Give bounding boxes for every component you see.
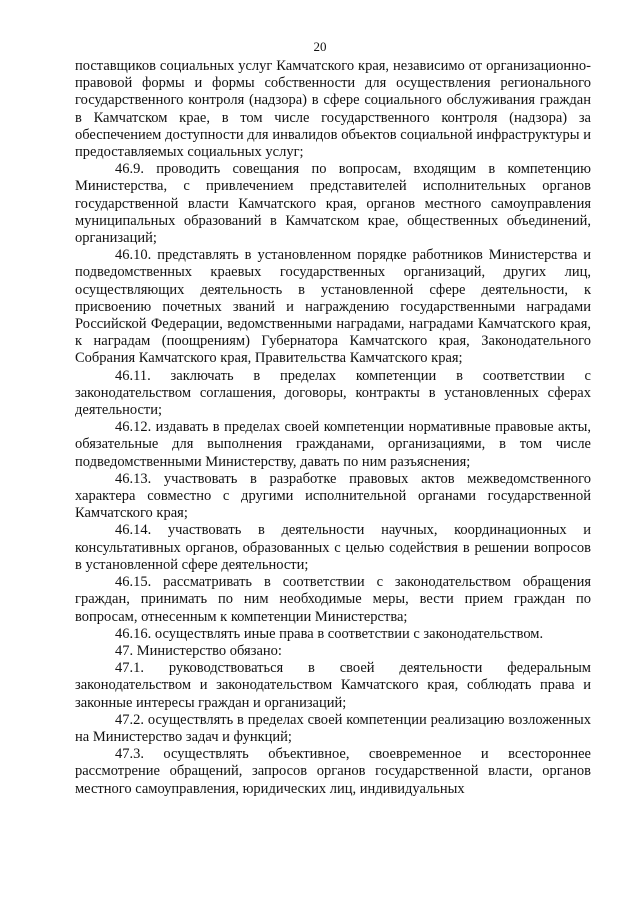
paragraph-46-13: 46.13. участвовать в разработке правовых актов межведомственного характера совместно с другими исполнительной органами государственной Камчатского края; (75, 470, 591, 522)
paragraph-continuation: поставщиков социальных услуг Камчатского края, независимо от организационно-правовой формы и формы собственности для осуществления регионального государственного контроля (надзора) в сфере социального обслуживания граждан в Камчатском крае, в том числе государственного контроля (надзора) за обеспечением доступности для инвалидов объектов социальной инфраструктуры и предоставляемых социальных услуг; (75, 58, 591, 161)
document-body (75, 58, 591, 798)
page-number: 20 (313, 39, 327, 54)
paragraph-47-1: 47.1. руководствоваться в своей деятельности федеральным законодательством и законодательством Камчатского края, соблюдать права и законные интересы граждан и организаций; (75, 660, 591, 711)
paragraph-46-10: 46.10. представлять в установленном порядке работников Министерства и подведомственных краевых государственных организаций, других лиц, осуществляющих деятельность в установленной сфере деятельности, к присвоению почетных званий и награждению государственными наградами Российской Федерации, ведомственными наградами, наградами Камчатского края, к наградам (поощрениям) Губернатора Камчатского края, Законодательного Собрания Камчатского края, Правительства Камчатского края; (75, 247, 591, 367)
paragraph-46-12: 46.12. издавать в пределах своей компетенции нормативные правовые акты, обязательные для выполнения гражданами, организациями, в том числе подведомственными Министерству, давать по ним разъяснения; (75, 419, 591, 470)
paragraph-46-16: 46.16. осуществлять иные права в соответствии с законодательством. (115, 625, 544, 642)
paragraph-46-11: 46.11. заключать в пределах компетенции в соответствии с законодательством соглашения, договоры, контракты в установленных сферах деятельности; (75, 367, 591, 419)
paragraph-47: 47. Министерство обязано: (115, 642, 282, 659)
paragraph-47-3: 47.3. осуществлять объективное, своевременное и всестороннее рассмотрение обращений, запросов органов государственной власти, органов местного самоуправления, юридических лиц, индивидуальных (75, 746, 591, 797)
paragraph-46-14: 46.14. участвовать в деятельности научных, координационных и консультативных органов, образованных с целью содействия в решении вопросов в установленной сфере деятельности; (75, 522, 591, 573)
paragraph-46-15: 46.15. рассматривать в соответствии с законодательством обращения граждан, принимать по ним необходимые меры, вести прием граждан по вопросам, отнесенным к компетенции Министерства; (75, 574, 591, 625)
paragraph-46-9: 46.9. проводить совещания по вопросам, входящим в компетенцию Министерства, с привлечением представителей исполнительных органов государственной власти Камчатского края, органов местного самоуправления муниципальных образований в Камчатском крае, общественных объединений, организаций; (75, 161, 591, 247)
paragraph-47-2: 47.2. осуществлять в пределах своей компетенции реализацию возложенных на Министерство задач и функций; (75, 711, 591, 745)
